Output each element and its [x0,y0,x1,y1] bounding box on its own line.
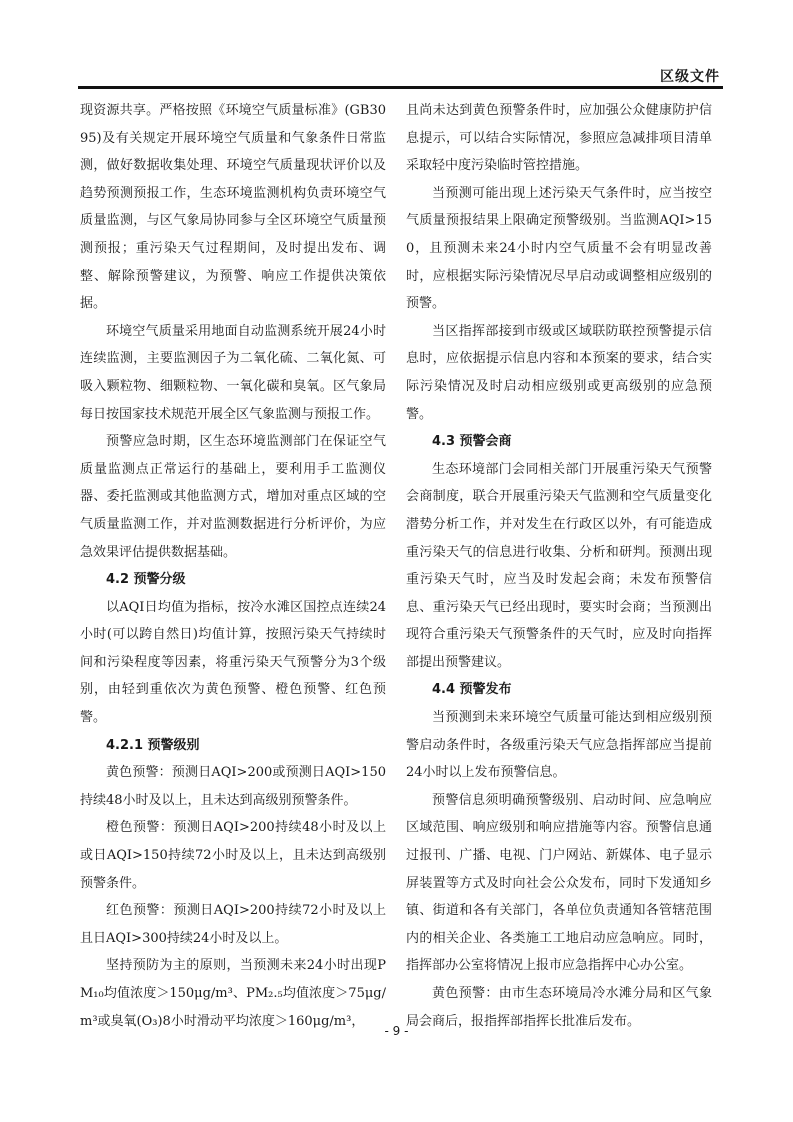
body-paragraph: 当预测可能出现上述污染天气条件时，应当按空气质量预报结果上限确定预警级别。当监测AQI>150，且预测未来24小时内空气质量不会有明显改善时，应根据实际污染情况尽早启动或调整相应级别的预警。 [406,185,712,312]
document-category-label: 区级文件 [660,69,720,85]
header-divider [78,86,723,89]
left-column [80,97,386,1035]
body-paragraph: 橙色预警：预测日AQI>200持续48小时及以上或日AQI>150持续72小时及以上，且未达到高级别预警条件。 [80,820,386,891]
right-column [406,97,712,1035]
body-paragraph: 坚持预防为主的原则，当预测未来24小时出现PM₁₀均值浓度＞150μg/m³、PM₂.₅均值浓度＞75μg/m³或臭氧(O₃)8小时滑动平均浓度＞160μg/m³， [80,958,386,1029]
body-paragraph: 当区指挥部接到市级或区域联防联控预警提示信息时，应依据提示信息内容和本预案的要求，结合实际污染情况及时启动相应级别或更高级别的应急预警。 [406,323,712,422]
body-paragraph: 黄色预警：由市生态环境局冷水滩分局和区气象局会商后，报指挥部指挥长批准后发布。 [406,986,712,1029]
section-heading: 4.2 预警分级 [106,572,186,588]
body-paragraph: 环境空气质量采用地面自动监测系统开展24小时连续监测，主要监测因子为二氧化硫、二氧化氮、可吸入颗粒物、细颗粒物、一氧化碳和臭氧。区气象局每日按国家技术规范开展全区气象监测与预报工作。 [80,323,386,422]
body-paragraph: 当预测到未来环境空气质量可能达到相应级别预警启动条件时，各级重污染天气应急指挥部应当提前24小时以上发布预警信息。 [406,710,712,781]
body-paragraph: 且尚未达到黄色预警条件时，应加强公众健康防护信息提示，可以结合实际情况，参照应急减排项目清单采取轻中度污染临时管控措施。 [406,103,712,174]
body-paragraph: 生态环境部门会同相关部门开展重污染天气预警会商制度，联合开展重污染天气监测和空气质量变化潜势分析工作，并对发生在行政区以外，有可能造成重污染天气的信息进行收集、分析和研判。预测出现重污染天气时，应当及时发起会商；未发布预警信息、重污染天气已经出现时，要实时会商；当预测出现符合重污染天气预警条件的天气时，应及时向指挥部提出预警建议。 [406,461,712,670]
body-paragraph: 黄色预警：预测日AQI>200或预测日AQI>150持续48小时及以上，且未达到高级别预警条件。 [80,765,386,808]
body-paragraph: 预警应急时期，区生态环境监测部门在保证空气质量监测点正常运行的基础上，要利用手工监测仪器、委托监测或其他监测方式，增加对重点区域的空气质量监测工作，并对监测数据进行分析评价，为应急效果评估提供数据基础。 [80,434,386,560]
body-paragraph: 红色预警：预测日AQI>200持续72小时及以上且日AQI>300持续24小时及以上。 [80,903,386,946]
page-number: - 9 - [384,1024,409,1038]
body-paragraph: 预警信息须明确预警级别、启动时间、应急响应区域范围、响应级别和响应措施等内容。预警信息通过报刊、广播、电视、门户网站、新媒体、电子显示屏装置等方式及时向社会公众发布，同时下发通知乡镇、街道和各有关部门，各单位负责通知各管辖范围内的相关企业、各类施工工地启动应急响应。同时，指挥部办公室将情况上报市应急指挥中心办公室。 [406,792,712,974]
section-heading: 4.3 预警会商 [432,434,512,450]
body-paragraph: 以AQI日均值为指标，按冷水滩区国控点连续24小时(可以跨自然日)均值计算，按照污染天气持续时间和污染程度等因素，将重污染天气预警分为3个级别，由轻到重依次为黄色预警、橙色预警、红色预警。 [80,599,386,726]
section-heading: 4.2.1 预警级别 [106,737,200,753]
body-paragraph: 现资源共享。严格按照《环境空气质量标准》(GB3095)及有关规定开展环境空气质量和气象条件日常监测，做好数据收集处理、环境空气质量现状评价以及趋势预测预报工作，生态环境监测机构负责环境空气质量监测，与区气象局协同参与全区环境空气质量预测预报；重污染天气过程期间，及时提出发布、调整、解除预警建议，为预警、响应工作提供决策依据。 [80,103,386,312]
section-heading: 4.4 预警发布 [432,682,512,698]
